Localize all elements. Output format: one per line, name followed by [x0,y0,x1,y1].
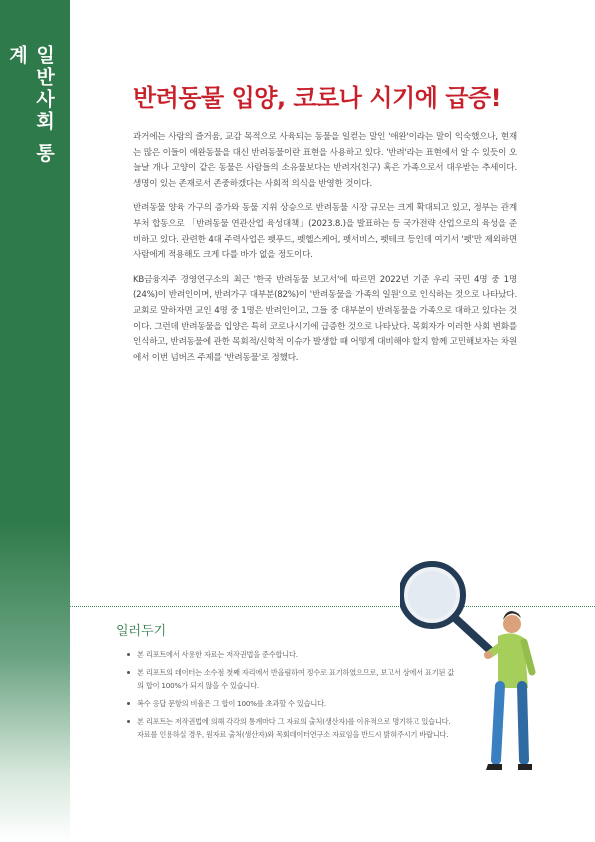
paragraph-3: KB금융지주 경영연구소의 최근 '한국 반려동물 보고서'에 따르면 2022년 기준 우리 국민 4명 중 1명(24%)이 반려인이며, 반려가구 대부분(82%)이 '반려동물을 가족의 일원'으로 인식하는 것으로 나타났다. 교회로 말하자면 교인 4명 중 1명은 반려인이고, 그들 중 대부분이 반려동물을 가족으로 대하고 있다는 것이다. 그런데 반려동물을 입양은 특히 코로나시기에 급증한 것으로 나타났다. 목회자가 이러한 사회 변화를 인식하고, 반려동물에 관한 목회적/신학적 이슈가 발생할 때 어떻게 대비해야 할지 함께 고민해보자는 차원에서 이번 넘버즈 주제를 '반려동물'로 정했다. [133,274,517,363]
page-title: 반려동물 입양, 코로나 시기에 급증! [133,84,502,112]
magnifying-glass-icon [401,564,492,652]
note-item: 본 리포트의 데이터는 소수점 첫째 자리에서 반올림하여 정수로 표기하였으므로, 보고서 상에서 표기된 값의 합이 100%가 되지 않을 수 있습니다. [127,666,457,692]
note-item: 복수 응답 문항의 비율은 그 합이 100%를 초과할 수 있습니다. [127,697,457,710]
note-item: 본 리포트에서 사용한 자료는 저작권법을 준수합니다. [127,648,457,661]
paragraph-1: 과거에는 사람의 즐거움, 교감 목적으로 사육되는 동물을 일컫는 말인 '애완'이라는 말이 익숙했으나, 현재는 많은 이들이 애완동물을 대신 반려동물이란 표현을 사용하고 있다. '반려'라는 표현에서 알 수 있듯이 오늘날 개나 고양이 같은 동물은 사람들의 소유물보다는 반려자(친구) 혹은 가족으로서 대우받는 추세이다. 생명이 있는 존재로서 존중하겠다는 사회적 의식을 반영한 것이다. [133,132,517,189]
body-text [133,130,517,375]
note-item: 본 리포트는 저작권법에 의해 각각의 통계마다 그 자료의 출처(생산자)를 이유적으로 명기하고 있습니다. 자료를 인용하실 경우, 원자료 출처(생산자)와 목회데이터연구소 자료임을 반드시 밝혀주시기 바랍니다. [127,715,457,741]
magnifier-person-illustration [400,560,540,790]
section-label: 일반사회 통계 [6,45,55,165]
paragraph-2: 반려동물 양육 가구의 증가와 동물 지위 상승으로 반려동물 시장 규모는 크게 확대되고 있고, 정부는 관계부처 합동으로 「반려동물 연관산업 육성대책」(2023.8.)을 발표하는 등 국가전략 산업으로의 육성을 준비하고 있다. 관련한 4대 주력사업은 펫푸드, 펫헬스케어, 펫서비스, 펫테크 등인데 여기서 '펫'만 제외하면 사람에게 적용해도 크게 다를 바가 없을 정도이다. [133,203,517,261]
person-figure [484,611,532,770]
notes-title: 일러두기 [116,624,167,639]
